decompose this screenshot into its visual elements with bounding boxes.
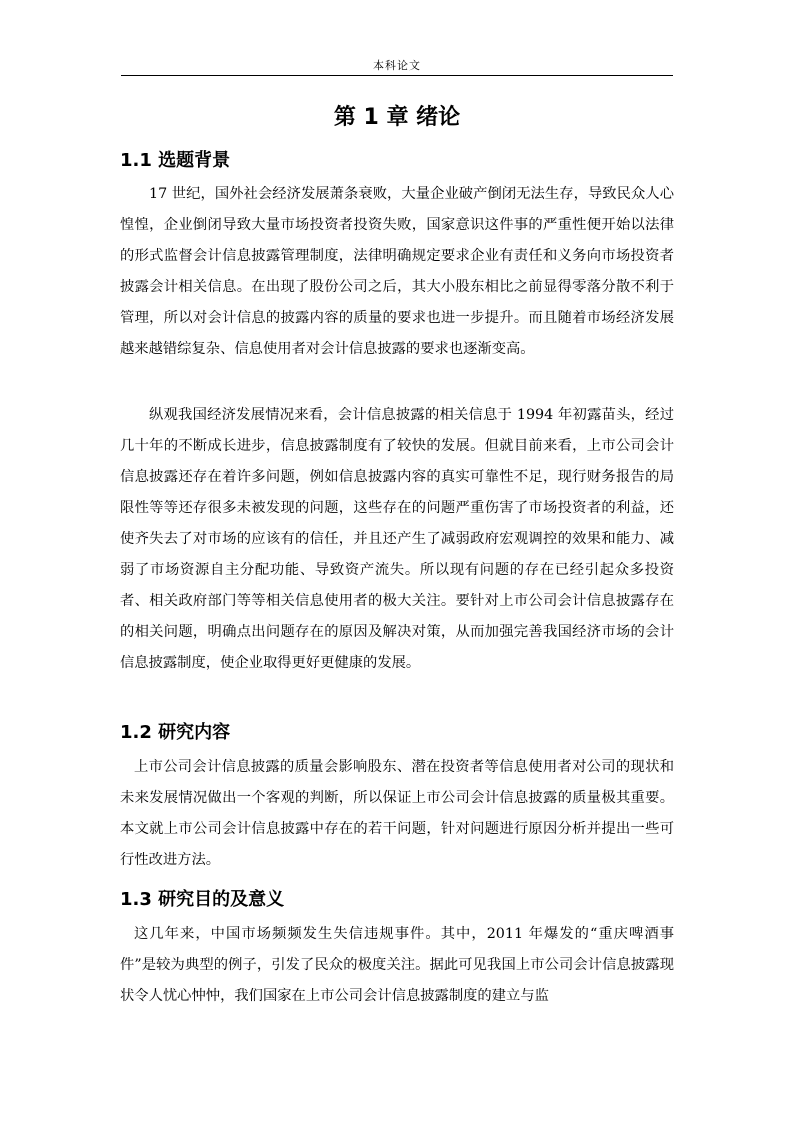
paragraph-background-2: 纵观我国经济发展情况来看，会计信息披露的相关信息于 1994 年初露苗头，经过几十年的不断成长进步，信息披露制度有了较快的发展。但就目前来看，上市公司会计信息披露还存在着许多问题，例如信息披露内容的真实可靠性不足，现行财务报告的局限性等等还存很多未被发现的问题，这些存在的问题严重伤害了市场投资者的利益，还使齐失去了对市场的应该有的信任，并且还产生了减弱政府宏观调控的效果和能力、减弱了市场资源自主分配功能、导致资产流失。所以现有问题的存在已经引起众多投资者、相关政府部门等等相关信息使用者的极大关注。要针对上市公司会计信息披露存在的相关问题，明确点出问题存在的原因及解决对策，从而加强完善我国经济市场的会计信息披露制度，使企业取得更好更健康的发展。 — [120, 407, 674, 671]
paragraph-purpose: 这几年来，中国市场频频发生失信违规事件。其中，2011 年爆发的“重庆啤酒事件”是较为典型的例子，引发了民众的极度关注。据此可见我国上市公司会计信息披露现状令人忧心忡忡，我们国家在上市公司会计信息披露制度的建立与监 — [120, 926, 674, 1004]
section-heading-1-3: 1.3 研究目的及意义 — [120, 889, 285, 910]
page-header: 本科论文 — [373, 59, 421, 72]
section-heading-1-1: 1.1 选题背景 — [120, 150, 231, 171]
paragraph-background-1: 17 世纪，国外社会经济发展萧条衰败，大量企业破产倒闭无法生存，导致民众人心惶惶，企业倒闭导致大量市场投资者投资失败，国家意识这件事的严重性便开始以法律的形式监督会计信息披露管理制度，法律明确规定要求企业有责任和义务向市场投资者披露会计相关信息。在出现了股份公司之后，其大小股东相比之前显得零落分散不利于管理，所以对会计信息的披露内容的质量的要求也进一步提升。而且随着市场经济发展越来越错综复杂、信息使用者对会计信息披露的要求也逐渐变高。 — [120, 186, 674, 357]
paragraph-content: 上市公司会计信息披露的质量会影响股东、潜在投资者等信息使用者对公司的现状和未来发展情况做出一个客观的判断，所以保证上市公司会计信息披露的质量极其重要。本文就上市公司会计信息披露中存在的若干问题，针对问题进行原因分析并提出一些可行性改进方法。 — [120, 759, 674, 868]
chapter-title: 第 1 章 绪论 — [333, 105, 461, 130]
section-heading-1-2: 1.2 研究内容 — [120, 722, 231, 743]
header-rule — [121, 75, 673, 76]
